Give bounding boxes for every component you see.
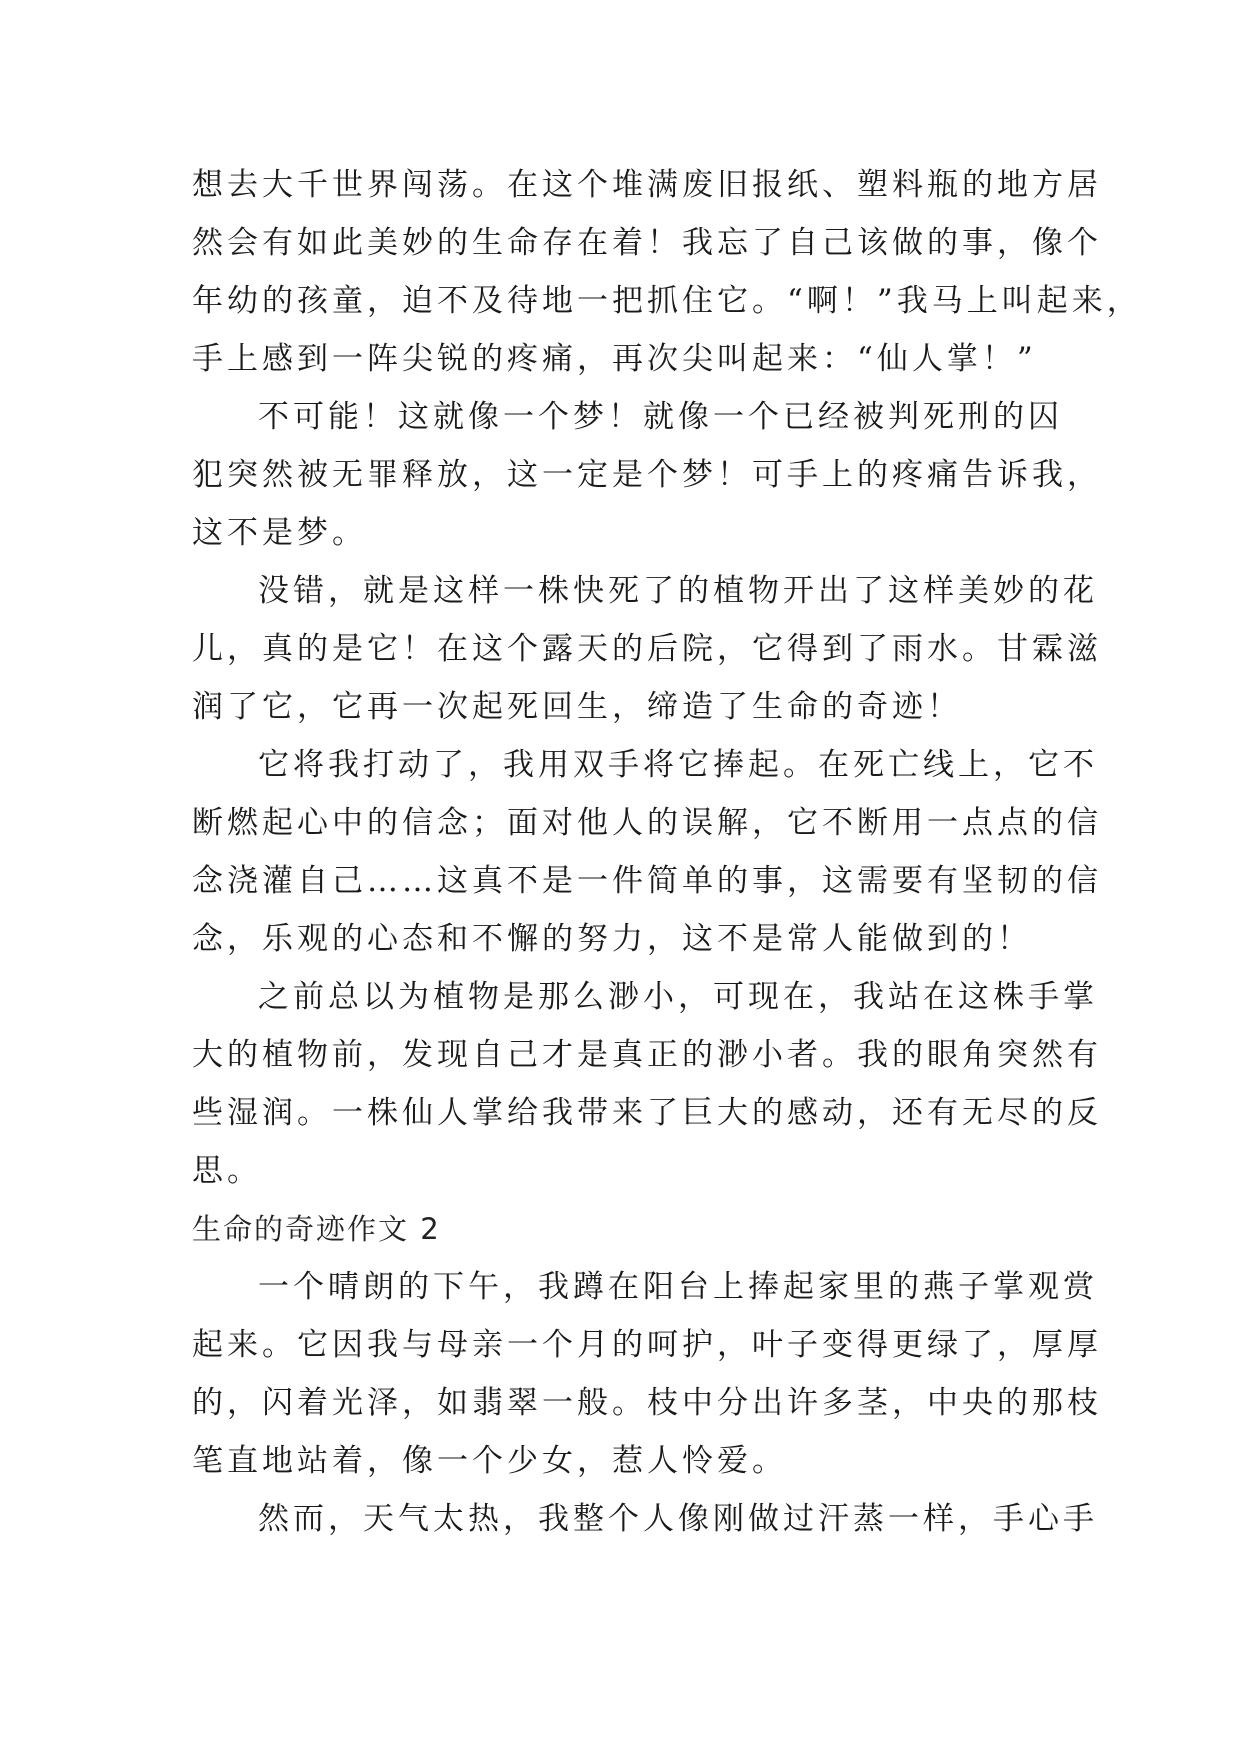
- text-line: 润了它，它再一次起死回生，缔造了生命的奇迹！: [192, 689, 962, 725]
- text-line: 这不是梦。: [192, 515, 367, 551]
- text-line: 的，闪着光泽，如翡翠一般。枝中分出许多茎，中央的那枝: [192, 1385, 1102, 1421]
- text-line: 大的植物前，发现自己才是真正的渺小者。我的眼角突然有: [192, 1037, 1102, 1073]
- text-line: 念，乐观的心态和不懈的努力，这不是常人能做到的！: [192, 921, 1032, 957]
- text-line: 断燃起心中的信念；面对他人的误解，它不断用一点点的信: [192, 805, 1102, 841]
- text-line: 犯突然被无罪释放，这一定是个梦！可手上的疼痛告诉我，: [192, 457, 1102, 493]
- text-line: 笔直地站着，像一个少女，惹人怜爱。: [192, 1443, 787, 1479]
- text-line: 念浇灌自己……这真不是一件简单的事，这需要有坚韧的信: [192, 863, 1102, 899]
- paragraph-first-line: 没错，就是这样一株快死了的植物开出了这样美妙的花: [258, 573, 1098, 609]
- text-line: 些湿润。一株仙人掌给我带来了巨大的感动，还有无尽的反: [192, 1095, 1102, 1131]
- text-line: 然会有如此美妙的生命存在着！我忘了自己该做的事，像个: [192, 225, 1102, 261]
- text-line: 思。: [192, 1153, 262, 1189]
- text-line: 手上感到一阵尖锐的疼痛，再次尖叫起来：“仙人掌！”: [192, 341, 1037, 377]
- text-line: 年幼的孩童，迫不及待地一把抓住它。“啊！”我马上叫起来，: [192, 283, 1142, 319]
- paragraph-first-line: 一个晴朗的下午，我蹲在阳台上捧起家里的燕子掌观赏: [258, 1269, 1098, 1305]
- document-body: [192, 156, 1142, 1548]
- paragraph-first-line: 之前总以为植物是那么渺小，可现在，我站在这株手掌: [258, 979, 1098, 1015]
- text-line: 起来。它因我与母亲一个月的呵护，叶子变得更绿了，厚厚: [192, 1327, 1102, 1363]
- text-line: 儿，真的是它！在这个露天的后院，它得到了雨水。甘霖滋: [192, 631, 1102, 667]
- section-heading: 生命的奇迹作文 2: [192, 1212, 441, 1246]
- paragraph-first-line: 然而，天气太热，我整个人像刚做过汗蒸一样，手心手: [258, 1501, 1098, 1537]
- text-line: 想去大千世界闯荡。在这个堆满废旧报纸、塑料瓶的地方居: [192, 167, 1102, 203]
- paragraph-first-line: 它将我打动了，我用双手将它捧起。在死亡线上，它不: [258, 747, 1098, 783]
- paragraph-first-line: 不可能！这就像一个梦！就像一个已经被判死刑的囚: [258, 399, 1063, 435]
